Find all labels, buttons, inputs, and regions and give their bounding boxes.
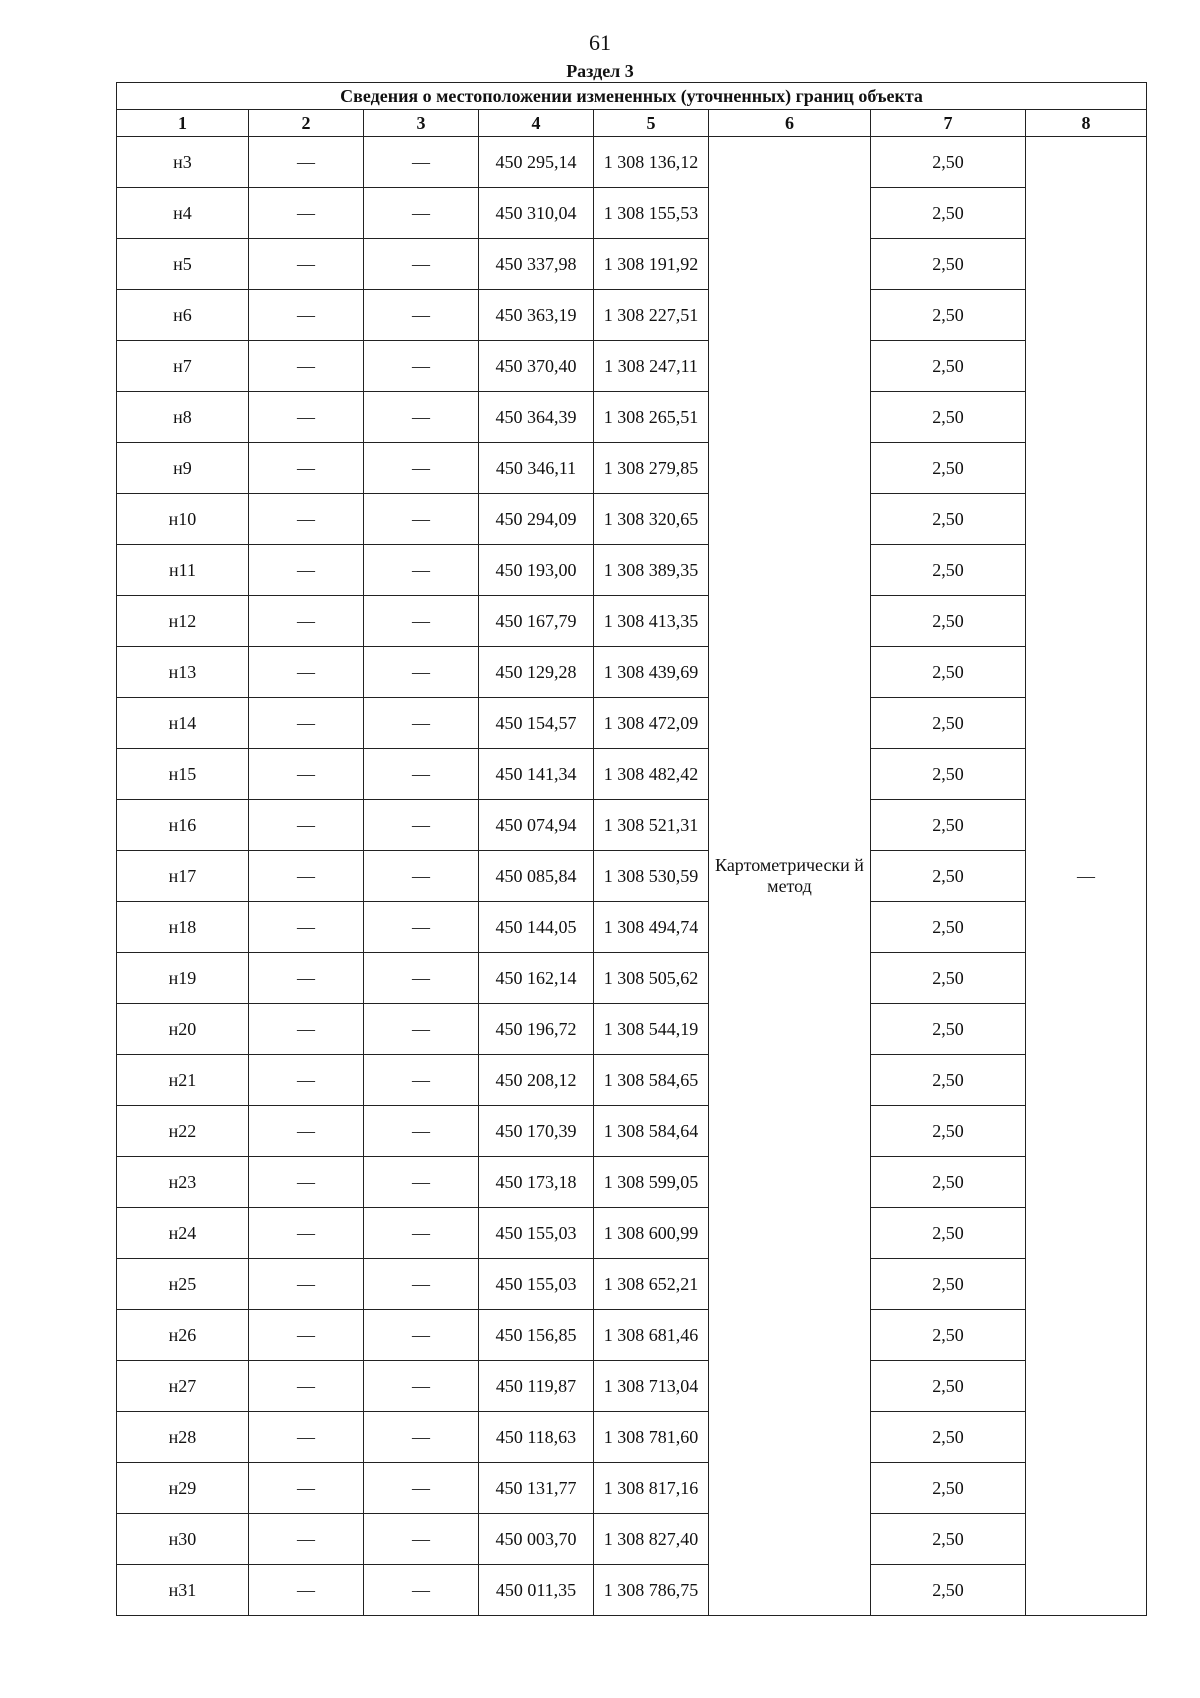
table-row [117,1055,1147,1106]
y-coordinate-cell: 1 308 494,74 [594,902,709,953]
column-3-cell: — [364,1055,479,1106]
point-cell: н31 [117,1565,249,1616]
column-2-cell: — [249,1004,364,1055]
column-number-header: 7 [871,110,1026,137]
y-coordinate-cell: 1 308 584,65 [594,1055,709,1106]
y-coordinate-cell: 1 308 781,60 [594,1412,709,1463]
column-3-cell: — [364,1361,479,1412]
table-caption: Сведения о местоположении измененных (уточненных) границ объекта [117,83,1147,110]
table-row [117,800,1147,851]
column-number-header: 3 [364,110,479,137]
accuracy-cell: 2,50 [871,545,1026,596]
column-2-cell: — [249,749,364,800]
boundary-coordinates-table [116,82,1147,1616]
column-3-cell: — [364,800,479,851]
column-2-cell: — [249,443,364,494]
y-coordinate-cell: 1 308 472,09 [594,698,709,749]
point-cell: н4 [117,188,249,239]
table-row [117,1565,1147,1616]
point-cell: н21 [117,1055,249,1106]
column-3-cell: — [364,596,479,647]
y-coordinate-cell: 1 308 521,31 [594,800,709,851]
point-cell: н30 [117,1514,249,1565]
table-row [117,1412,1147,1463]
column-3-cell: — [364,851,479,902]
x-coordinate-cell: 450 167,79 [479,596,594,647]
column-2-cell: — [249,1514,364,1565]
accuracy-cell: 2,50 [871,953,1026,1004]
x-coordinate-cell: 450 170,39 [479,1106,594,1157]
accuracy-cell: 2,50 [871,1055,1026,1106]
column-3-cell: — [364,392,479,443]
column-2-cell: — [249,647,364,698]
y-coordinate-cell: 1 308 191,92 [594,239,709,290]
column-2-cell: — [249,239,364,290]
table-row [117,1514,1147,1565]
y-coordinate-cell: 1 308 247,11 [594,341,709,392]
column-number-header: 5 [594,110,709,137]
column-2-cell: — [249,137,364,188]
x-coordinate-cell: 450 364,39 [479,392,594,443]
x-coordinate-cell: 450 074,94 [479,800,594,851]
section-title: Раздел 3 [566,61,634,81]
column-number-header: 1 [117,110,249,137]
table-row [117,902,1147,953]
point-cell: н24 [117,1208,249,1259]
column-3-cell: — [364,1004,479,1055]
table-row [117,1004,1147,1055]
table-row [117,851,1147,902]
table-row [117,1310,1147,1361]
accuracy-cell: 2,50 [871,1463,1026,1514]
x-coordinate-cell: 450 085,84 [479,851,594,902]
column-number-header: 8 [1026,110,1147,137]
y-coordinate-cell: 1 308 544,19 [594,1004,709,1055]
column-3-cell: — [364,1565,479,1616]
column-2-cell: — [249,1055,364,1106]
point-cell: н22 [117,1106,249,1157]
x-coordinate-cell: 450 118,63 [479,1412,594,1463]
y-coordinate-cell: 1 308 827,40 [594,1514,709,1565]
point-cell: н11 [117,545,249,596]
column-2-cell: — [249,392,364,443]
y-coordinate-cell: 1 308 227,51 [594,290,709,341]
table-row [117,188,1147,239]
x-coordinate-cell: 450 154,57 [479,698,594,749]
column-3-cell: — [364,239,479,290]
column-3-cell: — [364,1310,479,1361]
column-3-cell: — [364,341,479,392]
accuracy-cell: 2,50 [871,1259,1026,1310]
column-3-cell: — [364,545,479,596]
page-number: 61 [589,30,611,55]
column-3-cell: — [364,137,479,188]
table-row [117,1157,1147,1208]
column-3-cell: — [364,902,479,953]
table-row [117,137,1147,188]
column-3-cell: — [364,290,479,341]
accuracy-cell: 2,50 [871,1412,1026,1463]
accuracy-cell: 2,50 [871,902,1026,953]
column-2-cell: — [249,1259,364,1310]
column-3-cell: — [364,953,479,1004]
column-8-cell: — [1026,137,1147,1616]
x-coordinate-cell: 450 131,77 [479,1463,594,1514]
x-coordinate-cell: 450 155,03 [479,1208,594,1259]
accuracy-cell: 2,50 [871,1514,1026,1565]
table-row [117,596,1147,647]
table-row [117,953,1147,1004]
point-cell: н17 [117,851,249,902]
table-body [117,137,1147,1616]
table-row [117,749,1147,800]
point-cell: н8 [117,392,249,443]
table-row [117,239,1147,290]
x-coordinate-cell: 450 337,98 [479,239,594,290]
accuracy-cell: 2,50 [871,800,1026,851]
point-cell: н26 [117,1310,249,1361]
column-3-cell: — [364,1463,479,1514]
y-coordinate-cell: 1 308 439,69 [594,647,709,698]
y-coordinate-cell: 1 308 584,64 [594,1106,709,1157]
accuracy-cell: 2,50 [871,290,1026,341]
accuracy-cell: 2,50 [871,1106,1026,1157]
column-2-cell: — [249,596,364,647]
table-row [117,290,1147,341]
column-2-cell: — [249,1412,364,1463]
point-cell: н3 [117,137,249,188]
column-2-cell: — [249,851,364,902]
x-coordinate-cell: 450 363,19 [479,290,594,341]
point-cell: н27 [117,1361,249,1412]
x-coordinate-cell: 450 156,85 [479,1310,594,1361]
method-cell: Картометрически й метод [709,137,871,1616]
accuracy-cell: 2,50 [871,1565,1026,1616]
point-cell: н10 [117,494,249,545]
y-coordinate-cell: 1 308 681,46 [594,1310,709,1361]
column-3-cell: — [364,1412,479,1463]
column-2-cell: — [249,290,364,341]
table-row [117,392,1147,443]
accuracy-cell: 2,50 [871,851,1026,902]
column-2-cell: — [249,902,364,953]
y-coordinate-cell: 1 308 413,35 [594,596,709,647]
x-coordinate-cell: 450 155,03 [479,1259,594,1310]
column-3-cell: — [364,1259,479,1310]
point-cell: н9 [117,443,249,494]
column-3-cell: — [364,698,479,749]
table-row [117,1259,1147,1310]
y-coordinate-cell: 1 308 817,16 [594,1463,709,1514]
accuracy-cell: 2,50 [871,698,1026,749]
y-coordinate-cell: 1 308 652,21 [594,1259,709,1310]
column-2-cell: — [249,1565,364,1616]
table-row [117,698,1147,749]
column-3-cell: — [364,1106,479,1157]
accuracy-cell: 2,50 [871,239,1026,290]
column-2-cell: — [249,1463,364,1514]
table-row [117,341,1147,392]
table-row [117,1106,1147,1157]
column-number-header: 4 [479,110,594,137]
x-coordinate-cell: 450 144,05 [479,902,594,953]
accuracy-cell: 2,50 [871,596,1026,647]
accuracy-cell: 2,50 [871,188,1026,239]
accuracy-cell: 2,50 [871,137,1026,188]
accuracy-cell: 2,50 [871,341,1026,392]
column-2-cell: — [249,494,364,545]
accuracy-cell: 2,50 [871,647,1026,698]
point-cell: н13 [117,647,249,698]
x-coordinate-cell: 450 346,11 [479,443,594,494]
column-2-cell: — [249,1361,364,1412]
x-coordinate-cell: 450 141,34 [479,749,594,800]
column-2-cell: — [249,1106,364,1157]
accuracy-cell: 2,50 [871,392,1026,443]
y-coordinate-cell: 1 308 155,53 [594,188,709,239]
column-2-cell: — [249,188,364,239]
x-coordinate-cell: 450 162,14 [479,953,594,1004]
x-coordinate-cell: 450 003,70 [479,1514,594,1565]
column-3-cell: — [364,443,479,494]
column-2-cell: — [249,545,364,596]
point-cell: н29 [117,1463,249,1514]
point-cell: н16 [117,800,249,851]
y-coordinate-cell: 1 308 505,62 [594,953,709,1004]
accuracy-cell: 2,50 [871,443,1026,494]
table-row [117,443,1147,494]
y-coordinate-cell: 1 308 320,65 [594,494,709,545]
accuracy-cell: 2,50 [871,1310,1026,1361]
column-3-cell: — [364,1208,479,1259]
point-cell: н14 [117,698,249,749]
point-cell: н23 [117,1157,249,1208]
x-coordinate-cell: 450 011,35 [479,1565,594,1616]
x-coordinate-cell: 450 310,04 [479,188,594,239]
x-coordinate-cell: 450 370,40 [479,341,594,392]
column-2-cell: — [249,953,364,1004]
y-coordinate-cell: 1 308 786,75 [594,1565,709,1616]
x-coordinate-cell: 450 295,14 [479,137,594,188]
point-cell: н7 [117,341,249,392]
x-coordinate-cell: 450 173,18 [479,1157,594,1208]
table-row [117,647,1147,698]
y-coordinate-cell: 1 308 600,99 [594,1208,709,1259]
table-row [117,1361,1147,1412]
column-3-cell: — [364,1157,479,1208]
x-coordinate-cell: 450 208,12 [479,1055,594,1106]
accuracy-cell: 2,50 [871,1157,1026,1208]
column-2-cell: — [249,341,364,392]
column-2-cell: — [249,698,364,749]
point-cell: н18 [117,902,249,953]
y-coordinate-cell: 1 308 279,85 [594,443,709,494]
accuracy-cell: 2,50 [871,1208,1026,1259]
accuracy-cell: 2,50 [871,1361,1026,1412]
x-coordinate-cell: 450 129,28 [479,647,594,698]
accuracy-cell: 2,50 [871,494,1026,545]
point-cell: н6 [117,290,249,341]
table-row [117,1208,1147,1259]
x-coordinate-cell: 450 196,72 [479,1004,594,1055]
column-number-header: 2 [249,110,364,137]
point-cell: н20 [117,1004,249,1055]
accuracy-cell: 2,50 [871,1004,1026,1055]
point-cell: н15 [117,749,249,800]
y-coordinate-cell: 1 308 713,04 [594,1361,709,1412]
column-2-cell: — [249,1157,364,1208]
y-coordinate-cell: 1 308 265,51 [594,392,709,443]
table-row [117,494,1147,545]
column-3-cell: — [364,749,479,800]
x-coordinate-cell: 450 193,00 [479,545,594,596]
table-row [117,1463,1147,1514]
column-number-header: 6 [709,110,871,137]
point-cell: н12 [117,596,249,647]
column-3-cell: — [364,647,479,698]
y-coordinate-cell: 1 308 482,42 [594,749,709,800]
y-coordinate-cell: 1 308 530,59 [594,851,709,902]
point-cell: н28 [117,1412,249,1463]
point-cell: н5 [117,239,249,290]
x-coordinate-cell: 450 294,09 [479,494,594,545]
column-2-cell: — [249,800,364,851]
y-coordinate-cell: 1 308 389,35 [594,545,709,596]
table-row [117,545,1147,596]
y-coordinate-cell: 1 308 136,12 [594,137,709,188]
point-cell: н19 [117,953,249,1004]
column-2-cell: — [249,1208,364,1259]
column-3-cell: — [364,1514,479,1565]
y-coordinate-cell: 1 308 599,05 [594,1157,709,1208]
column-3-cell: — [364,494,479,545]
accuracy-cell: 2,50 [871,749,1026,800]
column-3-cell: — [364,188,479,239]
column-2-cell: — [249,1310,364,1361]
x-coordinate-cell: 450 119,87 [479,1361,594,1412]
point-cell: н25 [117,1259,249,1310]
